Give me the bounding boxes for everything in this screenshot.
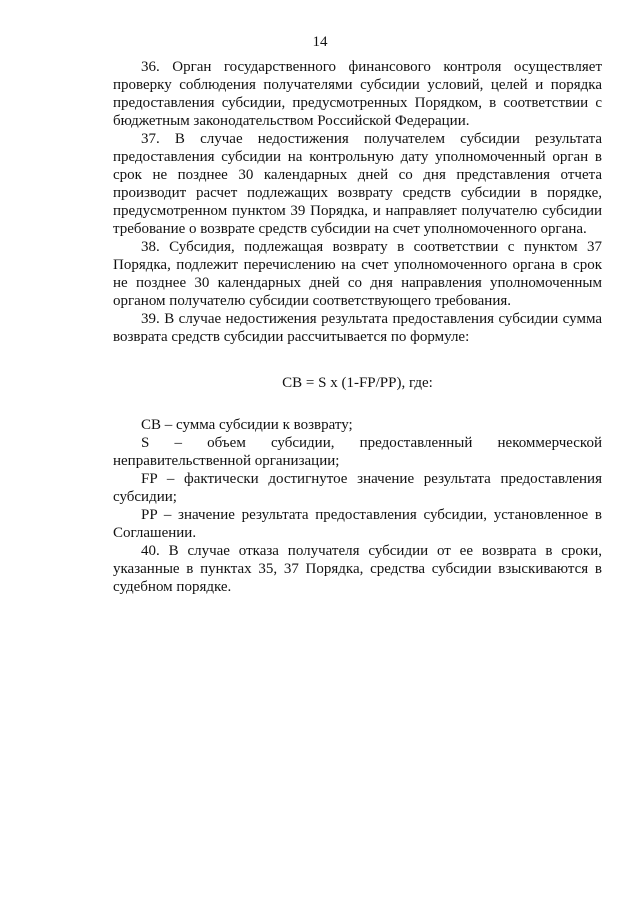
definition-cb: СВ – сумма субсидии к возврату; bbox=[141, 417, 353, 433]
page-number: 14 bbox=[312, 34, 328, 50]
paragraph-39: 39. В случае недостижения результата предоставления субсидии сумма возврата средств субсидии рассчитывается по формуле: bbox=[113, 311, 602, 345]
formula: СВ = S x (1-FP/PP), где: bbox=[282, 375, 433, 391]
document-body bbox=[113, 58, 602, 596]
definition-s: S – объем субсидии, предоставленный некоммерческой неправительственной организации; bbox=[113, 435, 602, 469]
paragraph-37: 37. В случае недостижения получателем субсидии результата предоставления субсидии на контрольную дату уполномоченный орган в срок не позднее 30 календарных дней со дня представления отчета производит расчет подлежащих возврату средств субсидии в порядке, предусмотренном пунктом 39 Порядка, и направляет получателю субсидии требование о возврате средств субсидии на счет уполномоченного органа. bbox=[113, 131, 602, 237]
paragraph-36: 36. Орган государственного финансового контроля осуществляет проверку соблюдения получателями субсидии условий, целей и порядка предоставления субсидии, предусмотренных Порядком, в соответствии с бюджетным законодательством Российской Федерации. bbox=[113, 59, 602, 129]
definition-pp: PP – значение результата предоставления субсидии, установленное в Соглашении. bbox=[113, 507, 602, 541]
paragraph-38: 38. Субсидия, подлежащая возврату в соответствии с пунктом 37 Порядка, подлежит перечислению на счет уполномоченного органа в срок не позднее 30 календарных дней со дня направления уполномоченным органом получателю субсидии соответствующего требования. bbox=[113, 239, 602, 309]
definition-fp: FP – фактически достигнутое значение результата предоставления субсидии; bbox=[113, 471, 602, 505]
paragraph-40: 40. В случае отказа получателя субсидии от ее возврата в сроки, указанные в пунктах 35, 37 Порядка, средства субсидии взыскиваются в судебном порядке. bbox=[113, 543, 602, 595]
